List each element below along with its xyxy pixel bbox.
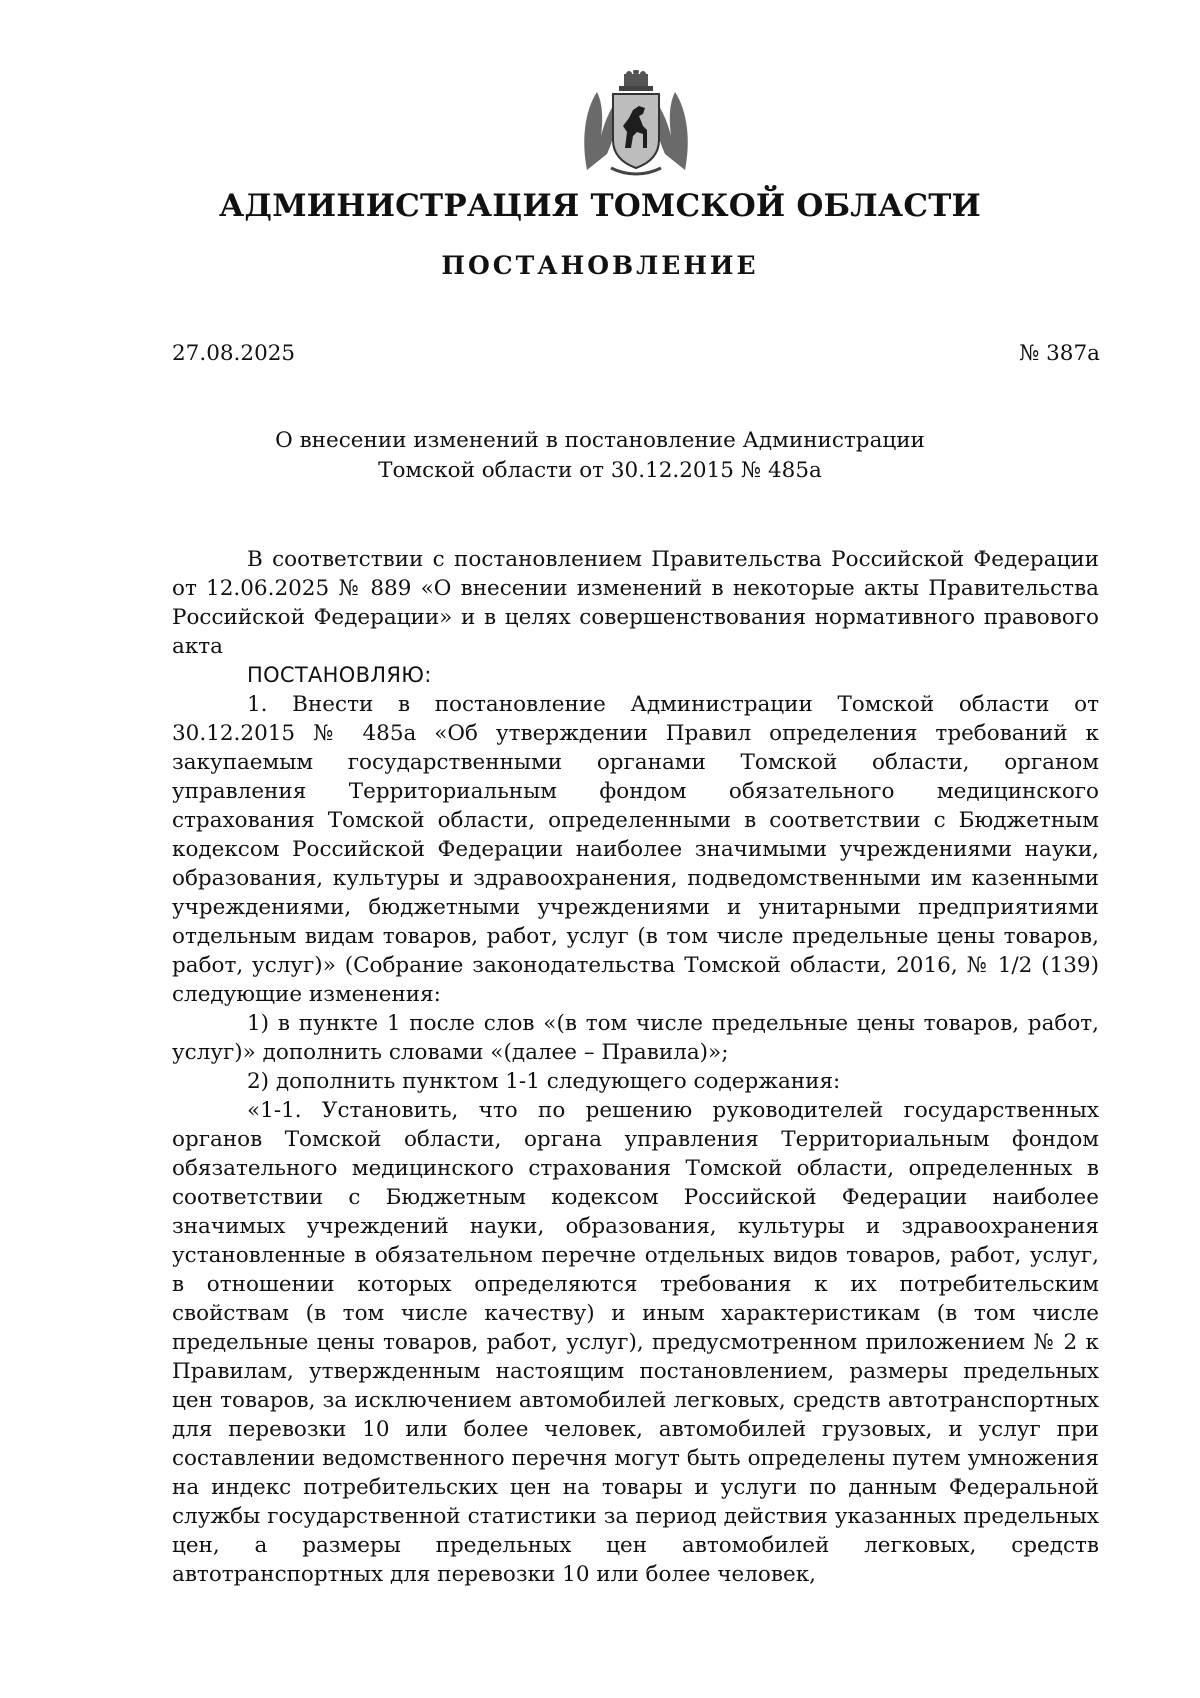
document-date: 27.08.2025 [172, 341, 296, 366]
preamble-paragraph: В соответствии с постановлением Правительства Российской Федерации от 12.06.2025 № 889 «О внесении изменений в некоторые акты Правительства Российской Федерации» и в целях совершенствования нормативного правового акта [172, 547, 1099, 659]
subject-line-2: Томской области от 30.12.2015 № 485а [378, 458, 822, 483]
document-body [172, 545, 1099, 1589]
document-number: № 387а [1018, 341, 1100, 366]
item-1-2-paragraph: 2) дополнить пунктом 1-1 следующего содержания: [247, 1069, 841, 1094]
decree-word: ПОСТАНОВЛЯЮ: [247, 663, 432, 687]
organization-title: АДМИНИСТРАЦИЯ ТОМСКОЙ ОБЛАСТИ [218, 188, 981, 224]
item-1-paragraph: 1. Внести в постановление Администрации Томской области от 30.12.2015 № 485а «Об утверждении Правил определения требований к закупаемым государственными органами Томской области, органом управления Территориальным фондом обязательного медицинского страхования Томской области, определенными в соответствии с Бюджетным кодексом Российской Федерации наиболее значимыми учреждениями науки, образования, культуры и здравоохранения, подведомственными им казенными учреждениями, бюджетными учреждениями и унитарными предприятиями отдельным видам товаров, работ, услуг (в том числе предельные цены товаров, работ, услуг)» (Собрание законодательства Томской области, 2016, № 1/2 (139) следующие изменения: [172, 692, 1099, 1007]
document-subject [0, 426, 1200, 486]
item-1-2-text-paragraph: «1-1. Установить, что по решению руководителей государственных органов Томской области, органа управления Территориальным фондом обязательного медицинского страхования Томской области, определенных в соответствии с Бюджетным кодексом Российской Федерации наиболее значимых учреждений науки, образования, культуры и здравоохранения установленные в обязательном перечне отдельных видов товаров, работ, услуг, в отношении которых определяются требования к их потребительским свойствам (в том числе качеству) и иным характеристикам (в том числе предельные цены товаров, работ, услуг), предусмотренном приложением № 2 к Правилам, утвержденным настоящим постановлением, размеры предельных цен товаров, за исключением автомобилей легковых, средств автотранспортных для перевозки 10 или более человек, автомобилей грузовых, и услуг при составлении ведомственного перечня могут быть определены путем умножения на индекс потребительских цен на товары и услуги по данным Федеральной службы государственной статистики за период действия указанных предельных цен, а размеры предельных цен автомобилей легковых, средств автотранспортных для перевозки 10 или более человек, [172, 1098, 1099, 1587]
subject-line-1: О внесении изменений в постановление Администрации [275, 428, 925, 453]
item-1-1-paragraph: 1) в пункте 1 после слов «(в том числе предельные цены товаров, работ, услуг)» дополнить словами «(далее – Правила)»; [172, 1011, 1099, 1065]
document-type-heading: ПОСТАНОВЛЕНИЕ [441, 251, 759, 280]
coat-of-arms-icon [577, 70, 695, 178]
